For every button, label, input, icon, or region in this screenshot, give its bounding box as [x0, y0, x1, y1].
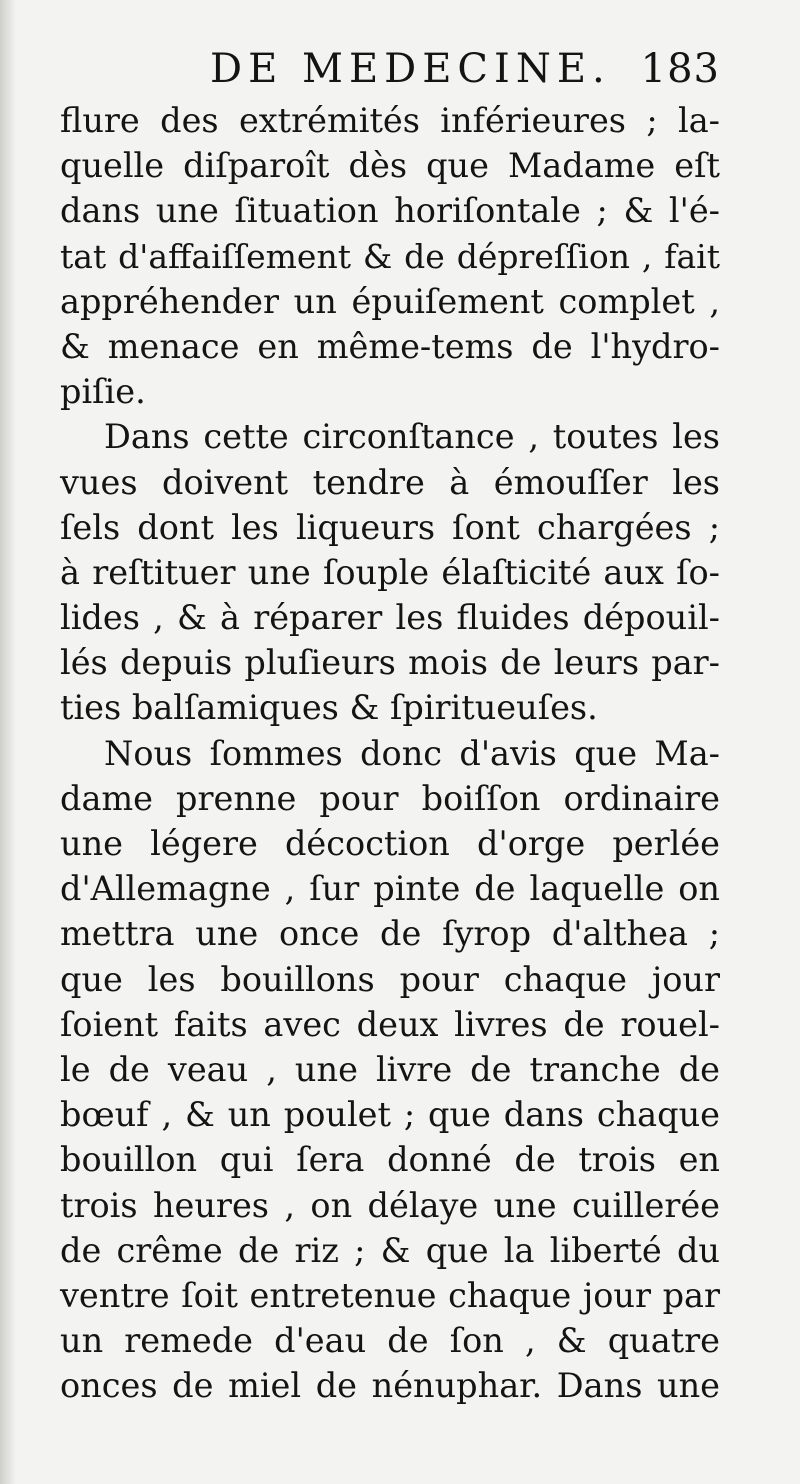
running-head: DE MEDECINE. — [210, 46, 611, 92]
text-line: ſels dont les liqueurs ſont chargées ; — [60, 507, 720, 547]
text-line: & menace en même-tems de l'hydro- — [60, 326, 720, 366]
text-line: mettra une once de ſyrop d'althea ; — [60, 914, 720, 954]
paragraph-start-line: Dans cette circonſtance , toutes les — [104, 417, 720, 457]
text-line: une légere décoction d'orge perlée — [60, 824, 720, 863]
text-line: ties balſamiques & ſpiritueuſes. — [60, 688, 598, 728]
text-line: lides , & à réparer les fluides dépouil- — [60, 598, 720, 638]
body-text — [60, 98, 720, 1408]
text-line: un remede d'eau de ſon , & quatre — [60, 1321, 720, 1361]
text-line: lés depuis pluſieurs mois de leurs par- — [60, 643, 720, 683]
text-line: à reſtituer une ſouple élaſticité aux ſo- — [60, 552, 720, 592]
text-line: ﬂure des extrémités inférieures ; la- — [60, 101, 720, 140]
text-line: vues doivent tendre à émouſſer les — [60, 462, 720, 502]
page-number: 183 — [640, 46, 720, 92]
text-line: bœuf , & un poulet ; que dans chaque — [60, 1095, 720, 1135]
page-edge-shadow — [0, 0, 16, 1484]
text-line: piſie. — [60, 372, 146, 412]
text-line: d'Allemagne , ſur pinte de laquelle on — [60, 869, 720, 909]
text-line: quelle diſparoît dès que Madame eſt — [60, 146, 720, 186]
text-line: que les bouillons pour chaque jour — [60, 959, 720, 999]
text-line: trois heures , on délaye une cuillerée — [60, 1185, 720, 1225]
paragraph-start-line: Nous ſommes donc d'avis que Ma- — [104, 733, 720, 773]
text-line: onces de miel de nénuphar. Dans une — [60, 1366, 720, 1406]
text-line: appréhender un épuiſement complet , — [60, 281, 720, 321]
page-header — [60, 46, 720, 98]
text-line: ventre ſoit entretenue chaque jour par — [60, 1275, 720, 1315]
text-line: le de veau , une livre de tranche de — [60, 1049, 720, 1089]
text-line: tat d'affaiſſement & de dépreſſion , fait — [60, 236, 720, 276]
text-line: de crême de riz ; & que la liberté du — [60, 1230, 720, 1270]
text-line: ſoient faits avec deux livres de rouel- — [60, 1004, 720, 1044]
text-line: bouillon qui ſera donné de trois en — [60, 1140, 720, 1180]
text-line: dame prenne pour boiſſon ordinaire — [60, 778, 720, 818]
text-line: dans une ſituation horiſontale ; & l'é- — [60, 191, 720, 231]
